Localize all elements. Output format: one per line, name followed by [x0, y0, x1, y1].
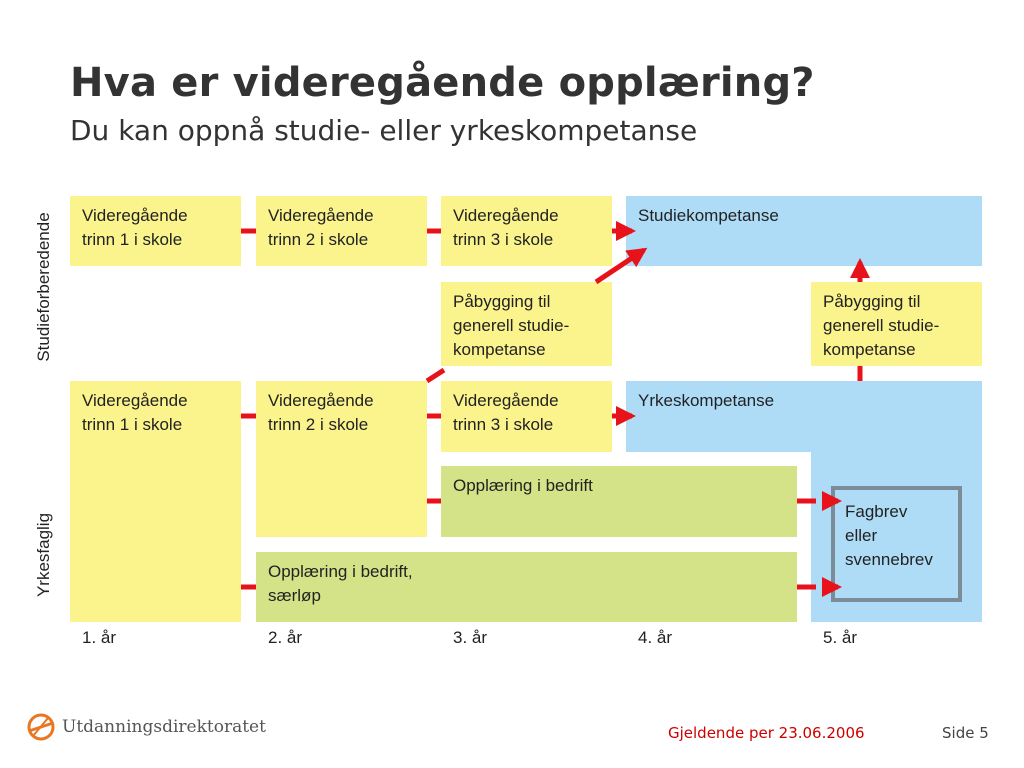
yf-vg3-box: Videregående trinn 3 i skole — [441, 381, 612, 452]
yf-vg1-box: Videregående trinn 1 i skole — [70, 381, 241, 622]
row-label-yrkesfaglig: Yrkesfaglig — [34, 512, 53, 598]
year-label-1: 1. år — [82, 628, 117, 647]
row-label-studieforberedende: Studieforberedende — [34, 212, 53, 362]
logo-circle-icon — [26, 712, 56, 742]
logo — [26, 712, 266, 742]
studiekompetanse-label: Studiekompetanse — [638, 206, 779, 225]
yrkeskompetanse-label: Yrkeskompetanse — [638, 391, 775, 410]
year-label-4: 4. år — [638, 628, 673, 647]
connector-yfvg2-paabygging — [427, 370, 444, 381]
logo-text: Utdanningsdirektoratet — [62, 717, 266, 737]
year-label-5: 5. år — [823, 628, 858, 647]
fagbrev-box: Fagbrev eller svennebrev — [831, 486, 962, 602]
yf-vg2-box: Videregående trinn 2 i skole — [256, 381, 427, 537]
bedrift-saerlop-box: Opplæring i bedrift, særløp — [256, 552, 797, 622]
page-subtitle: Du kan oppnå studie- eller yrkeskompetanse — [70, 114, 698, 147]
bedrift-box: Opplæring i bedrift — [441, 466, 797, 537]
year-label-3: 3. år — [453, 628, 488, 647]
footer-date: Gjeldende per 23.06.2006 — [668, 724, 865, 742]
year-label-2: 2. år — [268, 628, 303, 647]
arrow-paabygging-studiekompetanse — [596, 250, 644, 282]
sf-vg3-box: Videregående trinn 3 i skole — [441, 196, 612, 266]
footer-page-number: Side 5 — [942, 724, 989, 742]
sf-vg1-box: Videregående trinn 1 i skole — [70, 196, 241, 266]
paabygging-mid-box: Påbygging til generell studie- kompetanse — [441, 282, 612, 366]
sf-vg2-box: Videregående trinn 2 i skole — [256, 196, 427, 266]
paabygging-right-box: Påbygging til generell studie- kompetanse — [811, 282, 982, 366]
page-title: Hva er videregående opplæring? — [70, 60, 815, 106]
